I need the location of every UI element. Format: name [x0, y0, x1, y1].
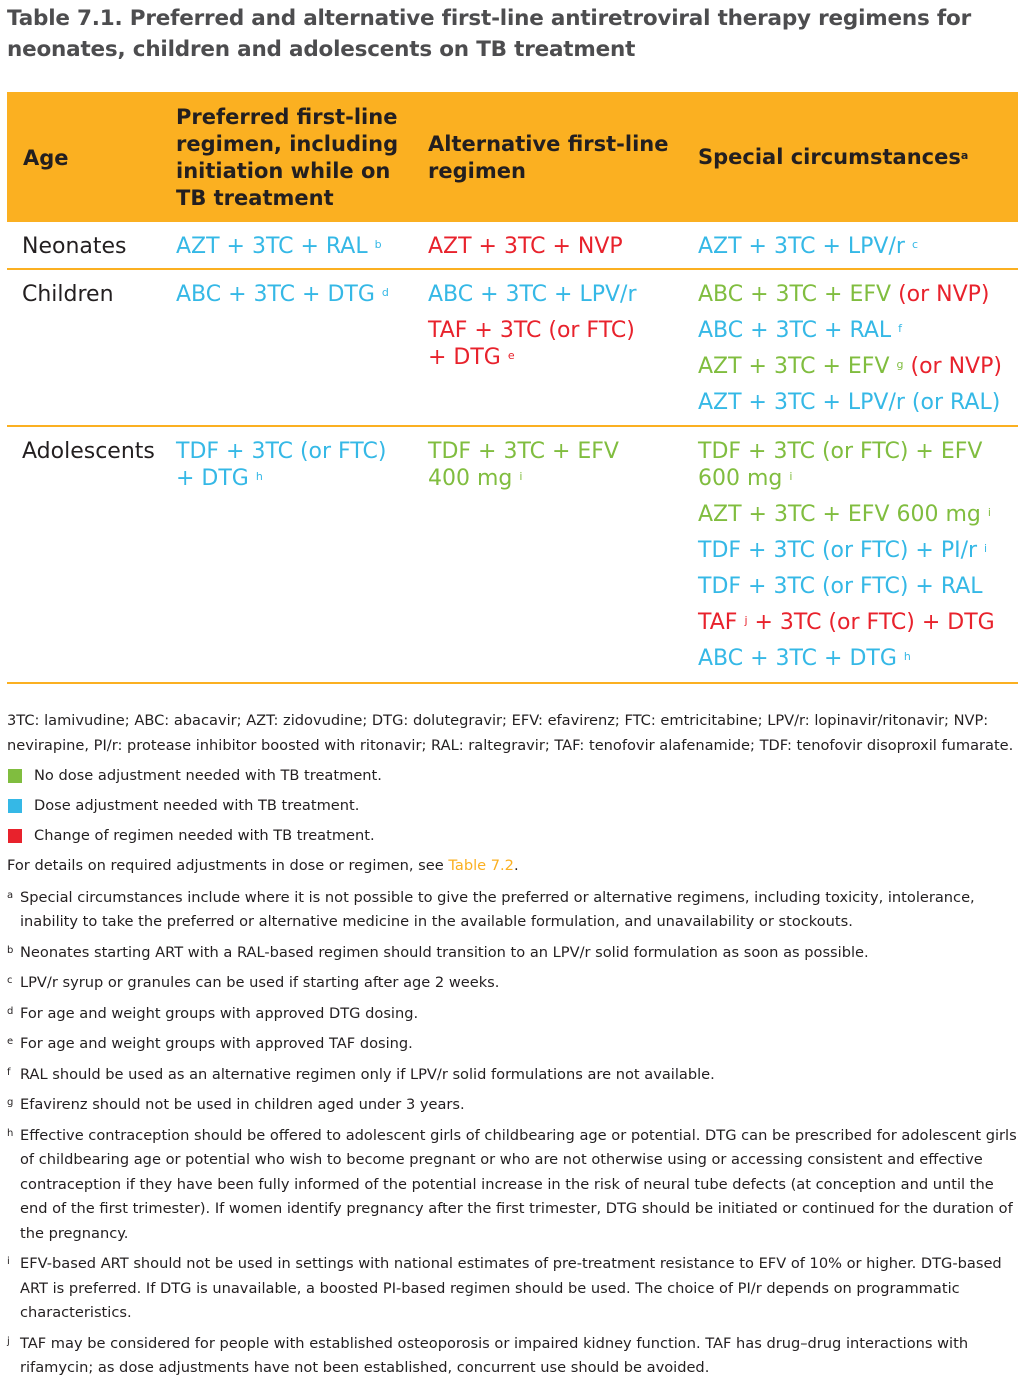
row-divider: [7, 425, 1018, 427]
table-title: [7, 3, 1007, 65]
adolescents-preferred: TDF + 3TC (or FTC) + DTG $^h$: [176, 439, 387, 491]
footnote: d For age and weight groups with approved DTG dosing.: [7, 1004, 419, 1022]
neonates-preferred: AZT + 3TC + RAL $^b$: [176, 234, 382, 259]
children-alternative-2: TAF + 3TC (or FTC) + DTG $^e$: [428, 318, 635, 370]
table-7-2-link[interactable]: Table 7.2: [448, 857, 514, 874]
table-notes: [7, 709, 1019, 1381]
footnote: g Efavirenz should not be used in children aged under 3 years.: [7, 1096, 465, 1113]
details-note: For details on required adjustments in dose or regimen, see Table 7.2.: [7, 857, 519, 874]
children-special-3: AZT + 3TC + EFV $^g$ (or NVP): [698, 354, 1002, 379]
adolescents-special-5: TAF $^j$ + 3TC (or FTC) + DTG: [698, 610, 995, 635]
header-preferred: Preferred first-line regimen, including initiation while on TB treatment: [176, 105, 399, 210]
title-line-1: Table 7.1. Preferred and alternative first-line antiretroviral therapy regimens for: [7, 6, 971, 31]
children-preferred: ABC + 3TC + DTG $^d$: [176, 282, 389, 307]
footnote: e For age and weight groups with approved TAF dosing.: [7, 1035, 413, 1052]
header-age: Age: [23, 146, 69, 170]
adolescents-special-1: TDF + 3TC (or FTC) + EFV 600 mg $^i$: [698, 439, 983, 491]
children-special-1: ABC + 3TC + EFV (or NVP): [698, 282, 990, 307]
legend-green: No dose adjustment needed with TB treatment.: [7, 764, 1019, 788]
footnote: b Neonates starting ART with a RAL-based regimen should transition to an LPV/r solid formulation as soon as possible.: [7, 943, 869, 961]
row-divider: [7, 268, 1018, 270]
footnote: i EFV-based ART should not be used in settings with national estimates of pre-treatment resistance to EFV of 10% or higher. DTG-based ART is preferred. If DTG is unavailable, a boosted PI-based regimen should be used. The choice of PI/r depends on programmatic characteristics.: [7, 1255, 1002, 1321]
children-special-4: AZT + 3TC + LPV/r (or RAL): [698, 390, 1001, 415]
legend-blue: Dose adjustment needed with TB treatment.: [7, 794, 1019, 818]
age-children: Children: [22, 282, 114, 307]
footnote: f RAL should be used as an alternative regimen only if LPV/r solid formulations are not available.: [7, 1065, 715, 1083]
children-alternative-1: ABC + 3TC + LPV/r: [428, 282, 637, 307]
blue-swatch: [8, 799, 22, 813]
adolescents-special-2: AZT + 3TC + EFV 600 mg $^i$: [698, 502, 991, 527]
header-alternative: Alternative first-line regimen: [428, 132, 669, 183]
age-neonates: Neonates: [22, 234, 127, 259]
red-swatch: [8, 829, 22, 843]
green-swatch: [8, 769, 22, 783]
footnotes: [7, 886, 1019, 1381]
footnote: a Special circumstances include where it is not possible to give the preferred or alternative regimens, including toxicity, intolerance, inability to take the preferred or alternative medicine in the available formulation, and unavailability or stockouts.: [7, 888, 975, 930]
adolescents-special-6: ABC + 3TC + DTG $^h$: [698, 646, 911, 671]
title-line-2: neonates, children and adolescents on TB treatment: [7, 37, 636, 62]
footnote: j TAF may be considered for people with established osteoporosis or impaired kidney function. TAF has drug–drug interactions with rifamycin; as dose adjustments have not been established, concurrent use should be avoided.: [7, 1334, 969, 1376]
children-special-2: ABC + 3TC + RAL $^f$: [698, 318, 903, 343]
adolescents-special-4: TDF + 3TC (or FTC) + RAL: [698, 574, 983, 599]
abbreviations: 3TC: lamivudine; ABC: abacavir; AZT: zidovudine; DTG: dolutegravir; EFV: efavirenz; FTC: emtricitabine; LPV/r: lopinavir/ritonavir; NVP: nevirapine, PI/r: protease inhibitor boosted with ritonavir; RAL: raltegravir; TAF: tenofovir alafenamide; TDF: tenofovir disoproxil fumarate.: [7, 712, 1014, 754]
age-adolescents: Adolescents: [22, 439, 155, 464]
legend-red: Change of regimen needed with TB treatment.: [7, 824, 1019, 848]
footnote: c LPV/r syrup or granules can be used if starting after age 2 weeks.: [7, 974, 500, 991]
adolescents-alternative: TDF + 3TC + EFV 400 mg $^i$: [428, 439, 619, 491]
header-special: Special circumstances$^a$: [698, 145, 969, 169]
adolescents-special-3: TDF + 3TC (or FTC) + PI/r $^i$: [698, 538, 988, 563]
neonates-alternative: AZT + 3TC + NVP: [428, 234, 623, 259]
neonates-special: AZT + 3TC + LPV/r $^c$: [698, 234, 918, 259]
table-bottom-rule: [7, 682, 1018, 684]
footnote: h Effective contraception should be offered to adolescent girls of childbearing age or potential. DTG can be prescribed for adolescent girls of childbearing age or potential who wish to become pregnant or who are not otherwise using or accessing consistent and effective contraception if they have been fully informed of the potential increase in the risk of neural tube defects (at conception and until the end of the first trimester). If women identify pregnancy after the first trimester, DTG should be initiated or continued for the duration of the pregnancy.: [7, 1126, 1017, 1242]
